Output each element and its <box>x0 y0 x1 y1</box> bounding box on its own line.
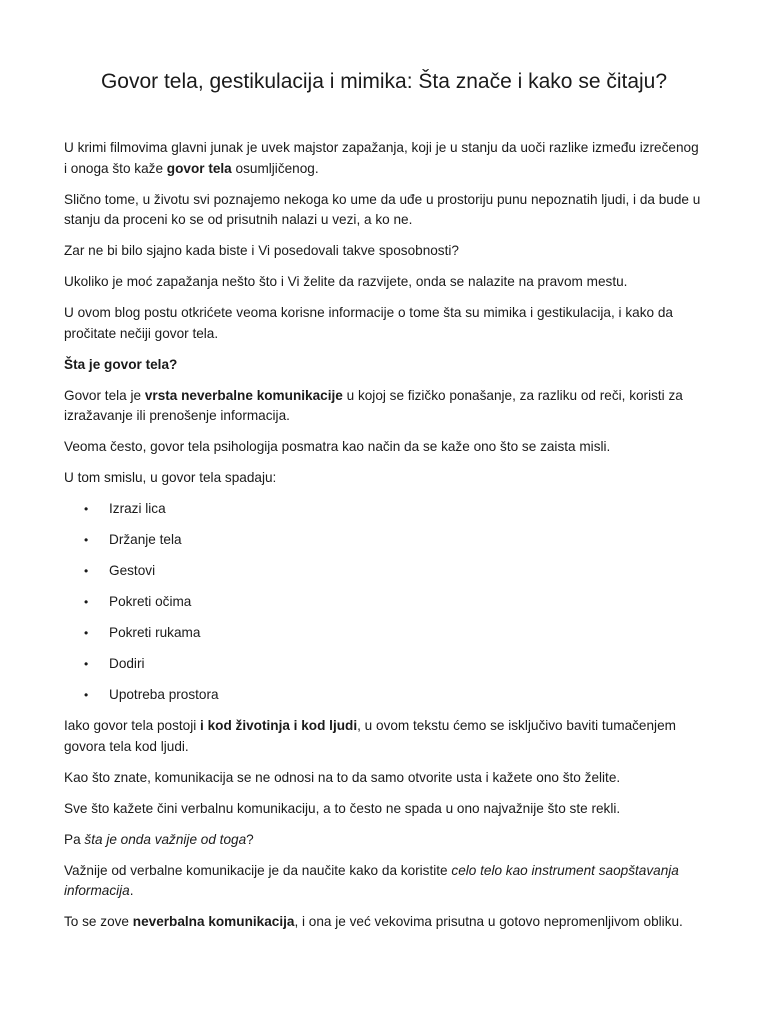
section-heading: Šta je govor tela? <box>64 356 178 372</box>
list-item <box>84 592 704 613</box>
list-item-text: Pokreti očima <box>109 594 192 609</box>
list-item-text: Izrazi lica <box>109 501 166 516</box>
list-item <box>84 654 704 675</box>
list-item-text: Upotreba prostora <box>109 687 219 702</box>
italic-phrase: celo telo kao instrument saopštavanja informacija <box>64 862 679 898</box>
paragraph-text: U krimi filmovima glavni junak je uvek majstor zapažanja, koji je u stanju da uoči razlike između izrečenog i onoga što kaže <box>64 140 699 176</box>
paragraph <box>64 912 704 933</box>
list-item <box>84 685 704 706</box>
paragraph: Kao što znate, komunikacija se ne odnosi na to da samo otvorite usta i kažete ono što želite. <box>64 769 621 785</box>
bold-term: neverbalna komunikacija <box>132 914 295 929</box>
list-item <box>84 499 704 520</box>
list-item <box>84 561 704 582</box>
paragraph <box>64 716 704 757</box>
paragraph-text: To se zove <box>64 914 133 929</box>
paragraph-text: , i ona je već vekovima prisutna u gotovo nepromenljivom obliku. <box>294 914 683 929</box>
bold-term: vrsta neverbalne komunikacije <box>144 387 343 403</box>
paragraph: Ukoliko je moć zapažanja nešto što i Vi želite da razvijete, onda se nalazite na pravom mestu. <box>64 274 628 289</box>
bold-term: i kod životinja i kod ljudi <box>200 718 358 733</box>
bullet-icon: • <box>84 564 89 578</box>
paragraph-intro <box>64 138 704 179</box>
bullet-icon: • <box>84 595 89 609</box>
paragraph: Veoma često, govor tela psihologija posmatra kao način da se kaže ono što se zaista misli. <box>64 439 611 454</box>
list-item-text: Gestovi <box>109 563 156 578</box>
bullet-icon: • <box>84 688 89 702</box>
list-item <box>84 623 704 644</box>
paragraph <box>64 830 704 851</box>
paragraph-text: Govor tela je <box>64 387 145 403</box>
list-item-text: Držanje tela <box>109 532 182 547</box>
paragraph-text: . <box>129 883 134 898</box>
page-title: Govor tela, gestikulacija i mimika: Šta znače i kako se čitaju? <box>100 70 668 93</box>
bullet-icon: • <box>84 657 89 671</box>
paragraph-text: u kojoj se fizičko ponašanje, za razliku od reči, koristi za izražavanje ili prenošenje informacija. <box>64 387 683 423</box>
paragraph-text: Pa <box>64 831 85 847</box>
paragraph-text: Iako govor tela postoji <box>64 718 201 733</box>
paragraph-text: ? <box>246 831 254 847</box>
paragraph <box>64 861 704 902</box>
bullet-icon: • <box>84 626 89 640</box>
paragraph: Slično tome, u životu svi poznajemo nekoga ko ume da uđe u prostoriju punu nepoznatih ljudi, i da bude u stanju da proceni ko se od prisutnih nalazi u vezi, a ko ne. <box>64 191 701 227</box>
paragraph-text: Važnije od verbalne komunikacije je da naučite kako da koristite <box>64 862 452 878</box>
bullet-list <box>64 499 704 706</box>
paragraph-list-intro: U tom smislu, u govor tela spadaju: <box>64 470 277 485</box>
paragraph: U ovom blog postu otkrićete veoma korisne informacije o tome šta su mimika i gestikulacija, i kako da pročitate nečiji govor tela. <box>64 305 673 341</box>
bold-term: govor tela <box>166 160 232 176</box>
bullet-icon: • <box>84 502 89 516</box>
italic-phrase: šta je onda važnije od toga <box>84 831 247 847</box>
paragraph: Sve što kažete čini verbalnu komunikaciju, a to često ne spada u ono najvažnije što ste rekli. <box>64 800 621 816</box>
paragraph-text: osumljičenog. <box>231 160 319 176</box>
bullet-icon: • <box>84 533 89 547</box>
paragraph-text: , u ovom tekstu ćemo se isključivo baviti tumačenjem govora tela kod ljudi. <box>64 718 676 754</box>
list-item <box>84 530 704 551</box>
paragraph-definition <box>64 386 704 427</box>
list-item-text: Pokreti rukama <box>109 625 201 640</box>
paragraph: Zar ne bi bilo sjajno kada biste i Vi posedovali takve sposobnosti? <box>64 243 459 258</box>
list-item-text: Dodiri <box>109 656 145 671</box>
